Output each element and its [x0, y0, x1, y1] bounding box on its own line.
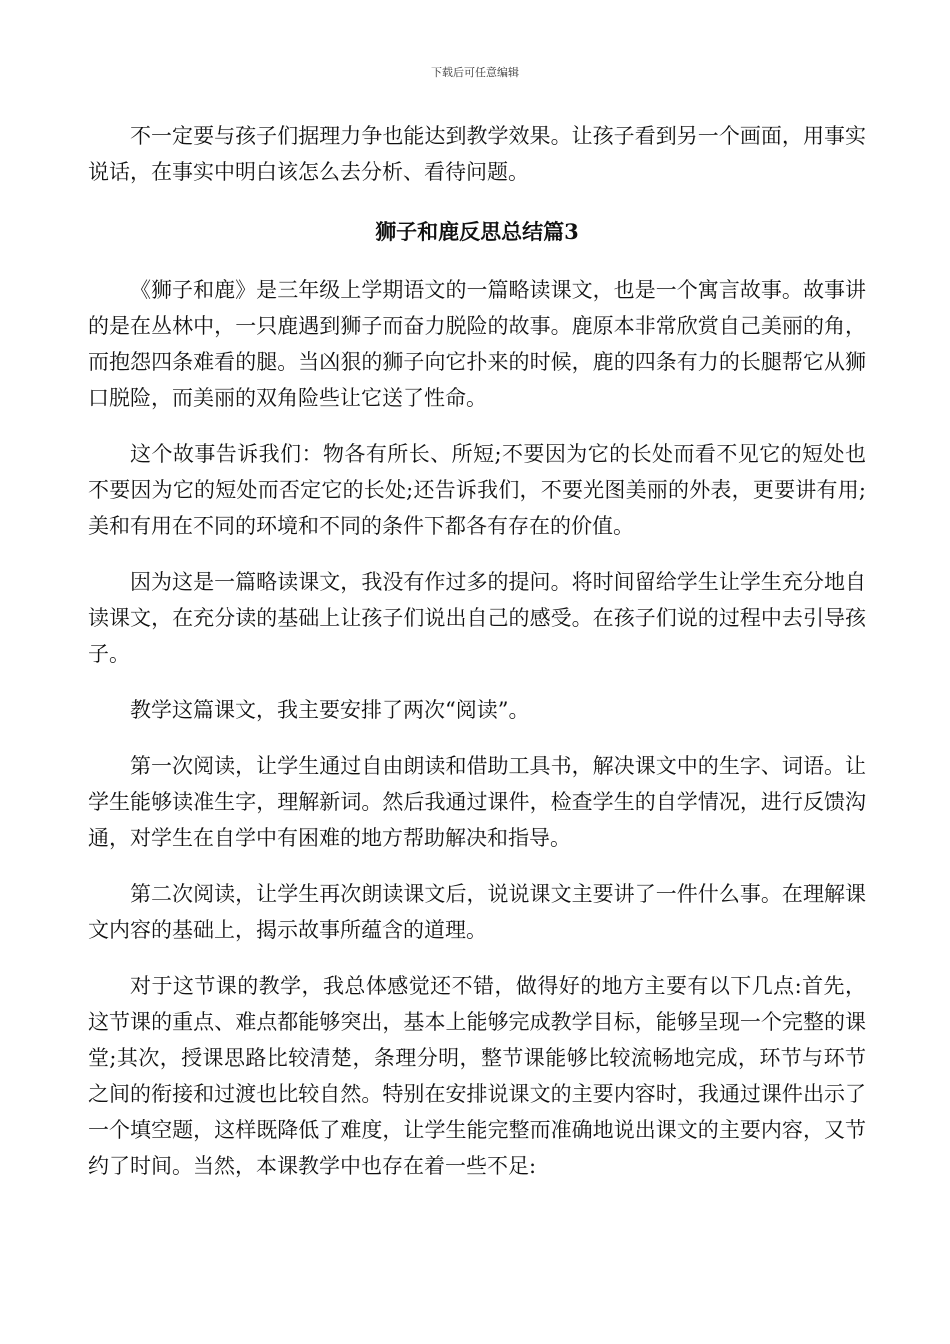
paragraph-2: 这个故事告诉我们：物各有所长、所短;不要因为它的长处而看不见它的短处也不要因为它的短处而否定它的长处;还告诉我们，不要光图美丽的外表，更要讲有用;美和有用在不同的环境和不同的条件下都各有存在的价值。	[88, 442, 866, 538]
paragraph-4: 教学这篇课文，我主要安排了两次“阅读”。	[130, 698, 530, 722]
intro-paragraph: 不一定要与孩子们据理力争也能达到教学效果。让孩子看到另一个画面，用事实说话，在事实中明白该怎么去分析、看待问题。	[88, 124, 866, 184]
paragraph-7: 对于这节课的教学，我总体感觉还不错，做得好的地方主要有以下几点:首先，这节课的重点、难点都能够突出，基本上能够完成教学目标，能够呈现一个完整的课堂;其次，授课思路比较清楚，条理分明，整节课能够比较流畅地完成，环节与环节之间的衔接和过渡也比较自然。特别在安排说课文的主要内容时，我通过课件出示了一个填空题，这样既降低了难度，让学生能完整而准确地说出课文的主要内容，又节约了时间。当然，本课教学中也存在着一些不足:	[88, 974, 866, 1178]
paragraph-6: 第二次阅读，让学生再次朗读课文后，说说课文主要讲了一件什么事。在理解课文内容的基础上，揭示故事所蕴含的道理。	[88, 882, 866, 942]
page-header-note: 下载后可任意编辑	[431, 66, 519, 79]
document-body	[88, 118, 866, 1204]
paragraph-5: 第一次阅读，让学生通过自由朗读和借助工具书，解决课文中的生字、词语。让学生能够读准生字，理解新词。然后我通过课件，检查学生的自学情况，进行反馈沟通，对学生在自学中有困难的地方帮助解决和指导。	[88, 754, 866, 850]
paragraph-3: 因为这是一篇略读课文，我没有作过多的提问。将时间留给学生让学生充分地自读课文，在充分读的基础上让孩子们说出自己的感受。在孩子们说的过程中去引导孩子。	[88, 570, 866, 666]
paragraph-1: 《狮子和鹿》是三年级上学期语文的一篇略读课文，也是一个寓言故事。故事讲的是在丛林中，一只鹿遇到狮子而奋力脱险的故事。鹿原本非常欣赏自己美丽的角，而抱怨四条难看的腿。当凶狠的狮子向它扑来的时候，鹿的四条有力的长腿帮它从狮口脱险，而美丽的双角险些让它送了性命。	[88, 278, 866, 410]
section-title: 狮子和鹿反思总结篇3	[375, 219, 579, 244]
